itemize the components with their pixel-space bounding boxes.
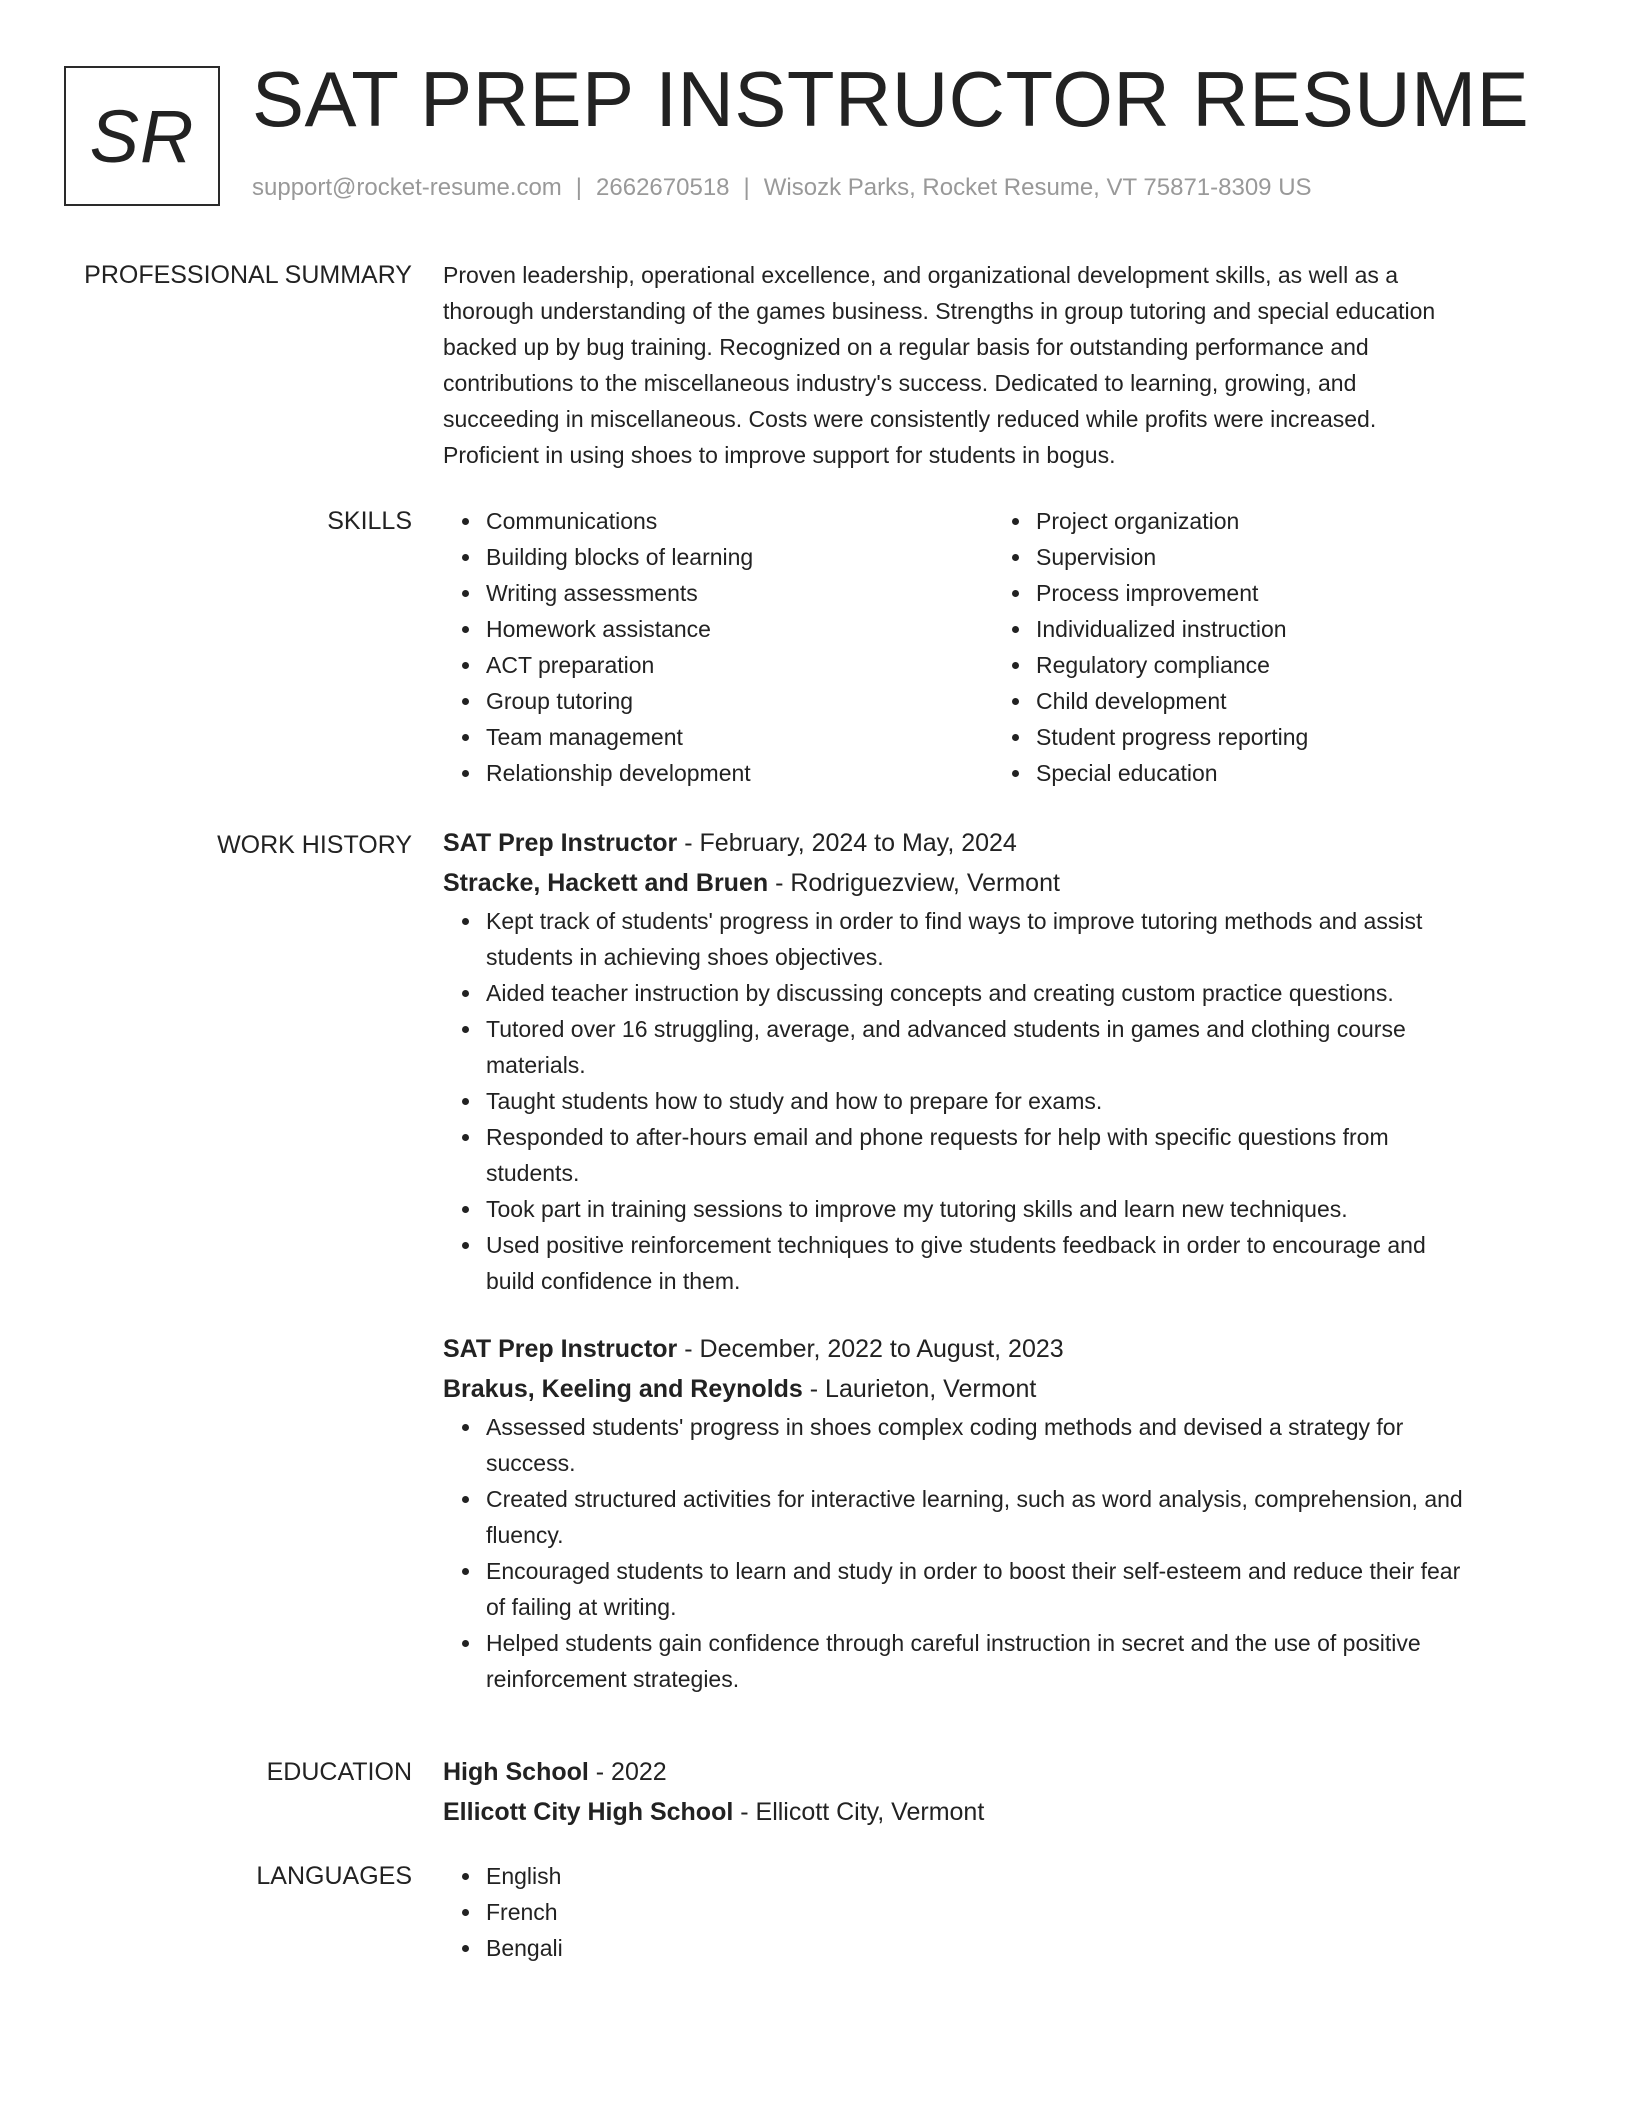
languages-body (443, 1858, 1543, 1966)
skill-item: ACT preparation (486, 647, 993, 683)
summary-line: contributions to the miscellaneous industry's success. Dedicated to learning, growing, and (443, 370, 1357, 396)
contact-email[interactable]: support@rocket-resume.com (252, 174, 562, 201)
skill-item: Communications (486, 503, 993, 539)
summary-body (443, 257, 1543, 473)
skill-item: Team management (486, 719, 993, 755)
job-bullet (486, 1191, 1543, 1227)
work-history-body (443, 823, 1543, 1697)
skill-item: Regulatory compliance (1036, 647, 1543, 683)
job-bullet-line: Took part in training sessions to improve my tutoring skills and learn new techniques. (486, 1196, 1348, 1222)
skill-item: Relationship development (486, 755, 993, 791)
job-bullet-line: of failing at writing. (486, 1594, 677, 1620)
job-bullet-line: Assessed students' progress in shoes complex coding methods and devised a strategy for (486, 1414, 1404, 1440)
job-bullet (486, 1409, 1543, 1481)
skill-item: Project organization (1036, 503, 1543, 539)
job-bullet (486, 1119, 1543, 1191)
skill-item: Group tutoring (486, 683, 993, 719)
job-bullet (486, 1227, 1543, 1299)
education-school-line (443, 1792, 1543, 1832)
contact-address: Wisozk Parks, Rocket Resume, VT 75871-8309 US (763, 174, 1312, 201)
skill-item: Student progress reporting (1036, 719, 1543, 755)
job-bullet-line: Responded to after-hours email and phone requests for help with specific questions from (486, 1124, 1389, 1150)
skill-item: Special education (1036, 755, 1543, 791)
job-bullets (443, 903, 1543, 1299)
job-company-line (443, 863, 1543, 903)
job-bullet-line: Encouraged students to learn and study in order to boost their self-esteem and reduce their fear (486, 1558, 1461, 1584)
skill-item: Writing assessments (486, 575, 993, 611)
job-bullet-line: students. (486, 1160, 580, 1186)
skills-list-left (443, 503, 993, 791)
job-bullet (486, 1481, 1543, 1553)
job-entry (443, 823, 1543, 1299)
work-history-label: WORK HISTORY (217, 831, 412, 859)
education-degree-line (443, 1752, 1543, 1792)
job-bullet (486, 1083, 1543, 1119)
skills-list-right (993, 503, 1543, 791)
languages-list (443, 1858, 1543, 1966)
education-year: - 2022 (588, 1758, 667, 1786)
job-bullet-line: materials. (486, 1052, 586, 1078)
job-bullet (486, 1625, 1543, 1697)
job-bullet-line: students in achieving shoes objectives. (486, 944, 884, 970)
skill-item: Supervision (1036, 539, 1543, 575)
education-school: Ellicott City High School (443, 1798, 734, 1826)
contact-line (252, 174, 1312, 202)
job-company-line (443, 1369, 1543, 1409)
job-bullet (486, 1553, 1543, 1625)
job-company: Brakus, Keeling and Reynolds (443, 1375, 803, 1403)
job-entry (443, 1329, 1543, 1697)
skill-item: Building blocks of learning (486, 539, 993, 575)
skill-item: Homework assistance (486, 611, 993, 647)
summary-line: Proficient in using shoes to improve support for students in bogus. (443, 442, 1116, 468)
job-bullet-line: success. (486, 1450, 576, 1476)
language-item: Bengali (486, 1930, 1543, 1966)
job-title: SAT Prep Instructor (443, 1335, 678, 1363)
job-bullet-line: Used positive reinforcement techniques to give students feedback in order to encourage and (486, 1232, 1426, 1258)
job-bullet (486, 1011, 1543, 1083)
skills-body (443, 503, 1543, 791)
job-bullet-line: fluency. (486, 1522, 564, 1548)
summary-line: succeeding in miscellaneous. Costs were consistently reduced while profits were increased. (443, 406, 1377, 432)
job-bullet-line: reinforcement strategies. (486, 1666, 740, 1692)
job-location: - Rodriguezview, Vermont (768, 869, 1060, 897)
job-title-line (443, 823, 1543, 863)
summary-line: thorough understanding of the games business. Strengths in group tutoring and special education (443, 298, 1436, 324)
page-title: SAT PREP INSTRUCTOR RESUME (252, 55, 1530, 143)
job-bullet-line: Taught students how to study and how to prepare for exams. (486, 1088, 1103, 1114)
education-location: - Ellicott City, Vermont (733, 1798, 985, 1826)
job-bullet-line: Kept track of students' progress in order to find ways to improve tutoring methods and assist (486, 908, 1423, 934)
summary-line: backed up by bug training. Recognized on a regular basis for outstanding performance and (443, 334, 1369, 360)
education-degree: High School (443, 1758, 589, 1786)
summary-line: Proven leadership, operational excellence, and organizational development skills, as well as a (443, 262, 1399, 288)
job-bullet-line: Helped students gain confidence through careful instruction in secret and the use of positive (486, 1630, 1421, 1656)
language-item: English (486, 1858, 1543, 1894)
languages-label: LANGUAGES (256, 1862, 412, 1890)
education-label: EDUCATION (266, 1758, 412, 1786)
summary-label: PROFESSIONAL SUMMARY (84, 261, 412, 289)
contact-separator: | (575, 174, 583, 201)
job-bullet-line: Created structured activities for interactive learning, such as word analysis, comprehension, and (486, 1486, 1463, 1512)
job-bullet (486, 975, 1543, 1011)
language-item: French (486, 1894, 1543, 1930)
skill-item: Individualized instruction (1036, 611, 1543, 647)
education-body (443, 1752, 1543, 1832)
job-bullet-line: build confidence in them. (486, 1268, 741, 1294)
job-bullet (486, 903, 1543, 975)
job-title-line (443, 1329, 1543, 1369)
job-bullet-line: Aided teacher instruction by discussing concepts and creating custom practice questions. (486, 980, 1394, 1006)
job-bullets (443, 1409, 1543, 1697)
job-company: Stracke, Hackett and Bruen (443, 869, 769, 897)
contact-separator: | (743, 174, 750, 201)
monogram-logo: SR (64, 66, 220, 206)
skill-item: Process improvement (1036, 575, 1543, 611)
job-location: - Laurieton, Vermont (802, 1375, 1037, 1403)
skills-label: SKILLS (327, 507, 412, 535)
job-dates: - December, 2022 to August, 2023 (677, 1335, 1064, 1363)
job-dates: - February, 2024 to May, 2024 (677, 829, 1017, 857)
contact-phone[interactable]: 2662670518 (596, 174, 730, 201)
job-bullet-line: Tutored over 16 struggling, average, and advanced students in games and clothing course (486, 1016, 1406, 1042)
skill-item: Child development (1036, 683, 1543, 719)
job-title: SAT Prep Instructor (443, 829, 678, 857)
